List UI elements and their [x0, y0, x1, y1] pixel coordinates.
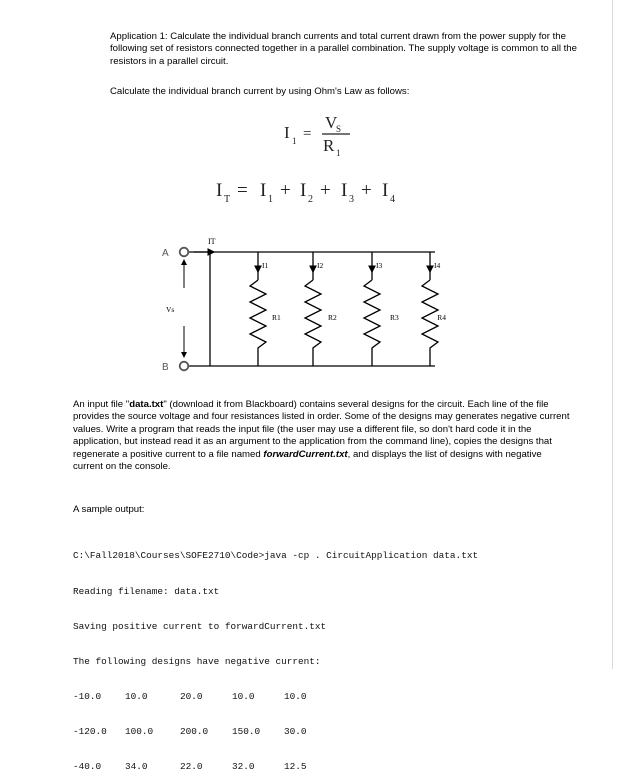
input-filename: data.txt	[129, 399, 164, 410]
terminal-b	[180, 362, 189, 371]
console-line: C:\Fall2018\Courses\SOFE2710\Code>java -cp . CircuitApplication data.txt	[73, 550, 479, 562]
formula2-term-2-sub: 2	[308, 194, 313, 205]
branch-2-resistor: R2	[328, 313, 337, 322]
formula2-term-4-sub: 4	[390, 194, 395, 205]
formula2-term-3-sub: 3	[349, 194, 354, 205]
formula1-denominator: R	[323, 136, 335, 155]
formula1-denominator-sub: 1	[336, 148, 341, 158]
branch-1-resistor: R1	[272, 313, 281, 322]
console-line: Reading filename: data.txt	[73, 585, 220, 597]
formula2-term-2: I	[300, 180, 307, 201]
formula2-plus-2: +	[320, 180, 331, 201]
intro-paragraph: Application 1: Calculate the individual branch currents and total current drawn from the power supply for the following set of resistors connected together in a parallel combination. The supply voltage is common to all the resistors in a parallel circuit.	[110, 31, 577, 67]
parallel-circuit-diagram	[150, 228, 450, 378]
branch-2-current: I2	[317, 261, 324, 270]
formula1-numerator-sub: S	[336, 124, 342, 134]
console-output	[73, 527, 478, 784]
formula2-term-3: I	[341, 180, 348, 201]
vs-label: Vs	[166, 305, 175, 314]
formula2-lhs: I	[216, 180, 223, 201]
console-line: The following designs have negative current:	[73, 655, 321, 667]
page-right-edge	[612, 0, 613, 669]
formula1-lhs: I	[284, 123, 290, 142]
formula2-lhs-sub: T	[224, 194, 231, 205]
branch-3-resistor: R3	[390, 313, 399, 322]
resistor-4-zigzag	[422, 280, 438, 366]
console-data-row: -10.0 10.0 20.0 10.0 10.0	[73, 690, 307, 702]
branch-4-current: I4	[434, 261, 441, 270]
resistor-1-zigzag	[250, 280, 266, 366]
total-current-formula	[210, 174, 440, 208]
formula2-plus-1: +	[280, 180, 291, 201]
formula2-plus-3: +	[361, 180, 372, 201]
description-part-2: " (download it from Blackboard) contains several designs for the circuit. Each line of the file provides the source voltage and four resistances listed in order. Some of the designs may generates negative current values. Write a program that reads the input file (the user may use a different file, so don't hard code it in the application, but instead read it as an argument to the application from the command line), copies the designs that regenerate a positive current to a file named	[73, 399, 570, 460]
assignment-description	[73, 399, 573, 473]
output-filename: forwardCurrent.txt	[263, 448, 348, 460]
branch-4-resistor: R4	[437, 313, 446, 322]
formula2-term-1-sub: 1	[268, 194, 273, 205]
ohms-law-instruction: Calculate the individual branch current by using Ohm's Law as follows:	[110, 86, 410, 97]
terminal-a	[180, 248, 189, 257]
description-part-3: , and displays the list of designs with negative current on the console.	[73, 448, 542, 473]
description-part-1: An input file "	[73, 399, 130, 410]
formula1-numerator: V	[325, 113, 338, 132]
console-data-row: -120.0 100.0 200.0 150.0 30.0	[73, 725, 307, 737]
formula1-lhs-sub: 1	[292, 136, 297, 146]
formula2-term-1: I	[260, 180, 267, 201]
formula2-term-4: I	[382, 180, 389, 201]
ohms-law-formula	[270, 110, 380, 160]
branch-3-current: I3	[376, 261, 383, 270]
branch-1-current: I1	[262, 261, 269, 270]
sample-output-label: A sample output:	[73, 504, 145, 515]
formula1-equals: =	[303, 126, 312, 142]
console-data-row: -40.0 34.0 22.0 32.0 12.5	[73, 760, 307, 772]
resistor-3-zigzag	[364, 280, 380, 366]
formula2-equals: =	[237, 180, 248, 201]
it-label: IT	[208, 237, 216, 246]
resistor-2-zigzag	[305, 280, 321, 366]
node-a-label: A	[162, 248, 169, 259]
console-line: Saving positive current to forwardCurrent.txt	[73, 620, 327, 632]
node-b-label: B	[162, 362, 169, 373]
